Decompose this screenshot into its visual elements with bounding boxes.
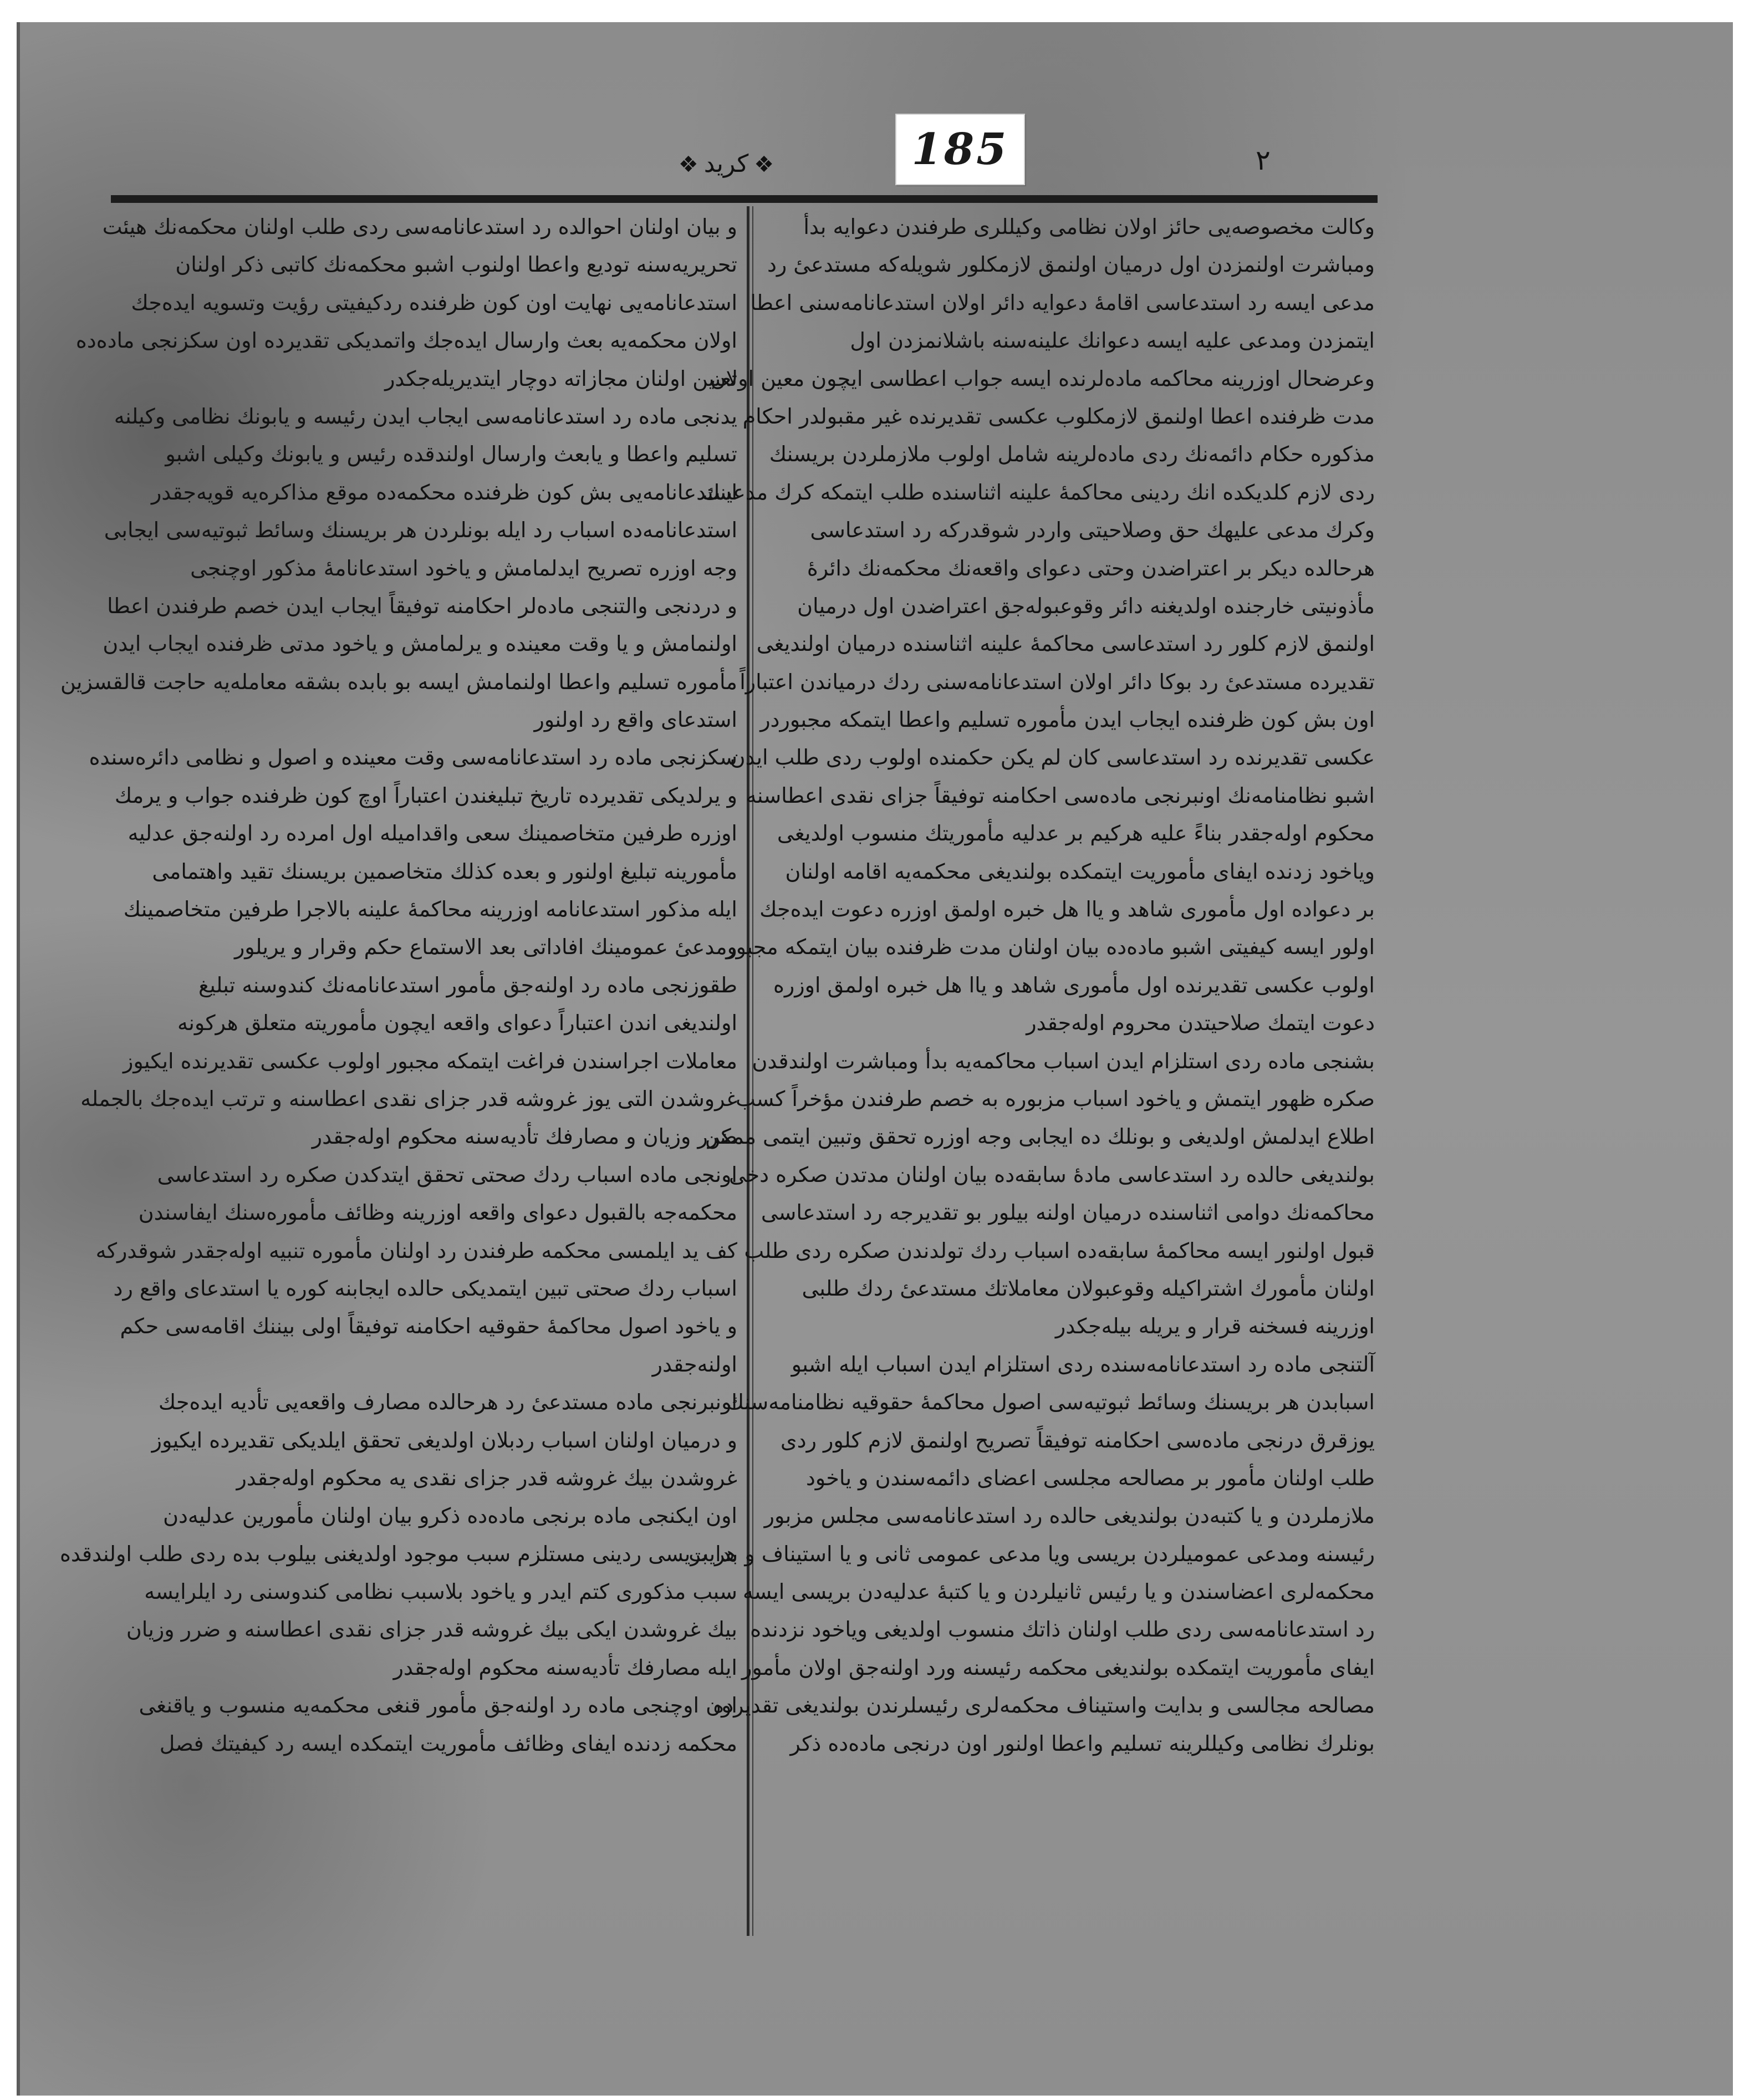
text-line: و ياخود اصول محاكمهٔ حقوقيه احكامنه توفيقاً اولى بيننك اقامه‌سى حكم bbox=[120, 1314, 737, 1339]
text-line: اونجى ماده اسباب ردك صحتى تحقق ايتدكدن صكره رد استدعاسى bbox=[157, 1162, 737, 1187]
text-line: بونلرك نظامى وكيللرينه تسليم واعطا اولنور اون درنجى ماده‌ده ذكر bbox=[790, 1731, 1375, 1756]
header-rule bbox=[111, 195, 1378, 203]
text-line: اسبابدن هر بريسنك وسائط ثبوتيه‌سى اصول محاكمهٔ حقوقيه نظامنامه‌سنك bbox=[726, 1390, 1375, 1415]
text-line: عكسى تقديرنده رد استدعاسى كان لم يكن حكمنده اولوب ردى طلب ايدن bbox=[730, 745, 1375, 770]
text-line: وكالت مخصوصه‌يى حائز اولان نظامى وكيللرى طرفندن دعوايه بدأ bbox=[803, 215, 1375, 239]
text-line: استدعانامه‌ده اسباب رد ايله بونلردن هر بريسنك وسائط ثبوتيه‌سى ايجابى bbox=[104, 518, 737, 543]
text-line: اسباب ردك صحتى تبين ايتمديكى حالده ايجابنه كوره يا استدعاى واقع رد bbox=[113, 1276, 737, 1301]
text-line: وياخود زدنده ايفاى مأموريت ايتمكده بولنديغى محكمه‌يه اقامه اولنان bbox=[785, 859, 1375, 884]
text-line: اولنان مأمورك اشتراكيله وقوعبولان معاملاتك مستدعىٔ ردك طلبى bbox=[802, 1276, 1375, 1301]
text-line: يوزقرق درنجى ماده‌سى احكامنه توفيقاً تصريح اولنمق لازم كلور ردى bbox=[780, 1428, 1375, 1452]
text-line: اون ايكنجى ماده برنجى ماده‌ده ذكرو بيان اولنان مأمورين عدليه‌دن bbox=[163, 1503, 737, 1528]
text-column-left bbox=[59, 208, 737, 1762]
text-line: رئيسنه ومدعى عموميلردن بريسى ويا مدعى عمومى ثانى و يا استيناف و بدايت bbox=[689, 1541, 1375, 1566]
text-line: اطلاع ايدلمش اولديغى و بونلك ده ايجابى وجه اوزره تحقق وتبين ايتمى ممكن bbox=[705, 1124, 1375, 1149]
text-line: ردى لازم كلديكده انك ردينى محاكمهٔ علينه اثناسنده طلب ايتمكه كرك مدعينك bbox=[702, 480, 1375, 504]
text-line: مأذونيتى خارجنده اولديغنه دائر وقوعبوله‌جق اعتراضدن اول درميان bbox=[797, 593, 1375, 618]
masthead-title: كريد bbox=[703, 150, 749, 178]
text-line: و يرلديكى تقديرده تاريخ تبليغندن اعتباراً اوچ كون ظرفنده جواب و يرمك bbox=[114, 783, 737, 808]
text-line: رد استدعانامه‌سى ردى طلب اولنان ذاتك منسوب اولديغى وياخود نزدنده bbox=[750, 1617, 1375, 1642]
text-line: محكمه‌لرى اعضاسندن و يا رئيس ثانيلردن و يا كتبهٔ عدليه‌دن بريسى ايسه bbox=[742, 1579, 1375, 1604]
text-line: تقديرده مستدعىٔ رد بوكا دائر اولان استدعانامه‌سنى ردك درمياندن اعتباراً bbox=[740, 669, 1375, 694]
text-line: وكرك مدعى عليهك حق وصلاحيتى واردر شوقدركه رد استدعاسى bbox=[810, 518, 1375, 543]
text-line: تحريريه‌سنه توديع واعطا اولنوب اشبو محكمه‌نك كاتبى ذكر اولنان bbox=[175, 252, 737, 277]
text-line: طلب اولنان مأمور بر مصالحه مجلسى اعضاى دائمه‌سندن و ياخود bbox=[805, 1465, 1375, 1490]
archive-number: 185 bbox=[911, 124, 1009, 175]
text-line: محكوم اوله‌جقدر بناءً عليه هركيم بر عدليه مأموريتك منسوب اولديغى bbox=[777, 821, 1375, 846]
text-line: ايفاى مأموريت ايتمكده بولنديغى محكمه رئيسنه ورد اولنه‌جق اولان مأمور bbox=[742, 1655, 1375, 1680]
text-line: محاكمه‌نك دوامى اثناسنده درميان اولنه بيلور بو تقديرجه رد استدعاسى bbox=[761, 1200, 1375, 1225]
text-line: ايتمزدن ومدعى عليه ايسه دعوانك علينه‌سنه باشلانمزدن اول bbox=[850, 328, 1375, 353]
text-line: و دردنجى والتنجى ماده‌لر احكامنه توفيقاً ايجاب ايدن خصم طرفندن اعطا bbox=[107, 593, 737, 618]
text-line: مصالحه مجالسى و بدايت واستيناف محكمه‌لرى رئيسلرندن بولنديغى تقديرده bbox=[713, 1693, 1375, 1718]
text-line: وعرضحال اوزرينه محاكمه ماده‌لرنده ايسه جواب اعطاسى ايچون معين اولان bbox=[710, 366, 1375, 391]
text-line: مذكوره حكام دائمه‌نك ردى ماده‌لرينه شامل اولوب ملازملردن بريسنك bbox=[769, 442, 1375, 467]
text-line: هر بريسى ردينى مستلزم سبب موجود اولديغنى بيلوب بده ردى طلب اولندقده bbox=[59, 1541, 737, 1566]
text-line: اولنمامش و يا وقت معينده‌ و يرلمامش و ياخود مدتى ظرفنده ايجاب ايدن bbox=[103, 631, 737, 656]
text-line: آلتنجى ماده رد استدعانامه‌سنده ردى استلزام ايدن اسباب ايله اشبو bbox=[791, 1352, 1375, 1377]
text-line: اولور ايسه كيفيتى اشبو ماده‌ده بيان اولنان مدت ظرفنده بيان ايتمكه مجبور bbox=[726, 935, 1375, 960]
text-line: تسليم واعطا و يابعث وارسال اولندقده رئيس و يابونك وكيلى اشبو bbox=[165, 442, 737, 467]
text-line: اوزرينه فسخنه قرار و يريله بيله‌جكدر bbox=[1055, 1314, 1375, 1339]
text-line: دعوت ايتمك صلاحيتدن محروم اوله‌جقدر bbox=[1026, 1011, 1375, 1036]
text-line: مدعى ايسه رد استدعاسى اقامهٔ دعوايه دائر اولان استدعانامه‌سنى اعطا bbox=[750, 290, 1375, 315]
text-line: بر دعواده اول مأمورى شاهد و ياا هل خبره اولمق اوزره دعوت ايده‌جك bbox=[759, 897, 1375, 922]
text-line: غروشدن بيك غروشه قدر جزاى نقدى يه محكوم اوله‌جقدر bbox=[236, 1465, 737, 1490]
text-line: اشبو نظامنامه‌نك اونبرنجى ماده‌سى احكامنه توفيقاً جزاى نقدى اعطاسنه bbox=[746, 783, 1375, 808]
text-line: مدت ظرفنده اعطا اولنمق لازمكلوب عكسى تقديرنده غير مقبولدر احكام bbox=[742, 404, 1375, 429]
text-line: استدعانامه‌يى بش كون ظرفنده محكمه‌ده موقع مذاكره‌يه قويه‌جقدر bbox=[151, 480, 737, 504]
text-line: اولنمق لازم كلور رد استدعاسى محاكمهٔ علينه اثناسنده درميان اولنديغى bbox=[756, 631, 1375, 656]
text-line: تعيين اولنان مجازاته دوچار ايتديريله‌جكدر bbox=[385, 366, 737, 391]
text-line: اون اوچنجى ماده رد اولنه‌جق مأمور قنغى محكمه‌يه منسوب و ياقنغى bbox=[139, 1693, 737, 1718]
text-line: اولوب عكسى تقديرنده اول مأمورى شاهد و ياا هل خبره اولمق اوزره bbox=[773, 972, 1375, 997]
text-line: ضرر وزيان و مصارفك تأديه‌سنه محكوم اوله‌جقدر bbox=[312, 1124, 737, 1149]
text-line: اولنديغى اندن اعتباراً دعواى واقعه ايچون مأموريته متعلق هركونه bbox=[177, 1011, 737, 1036]
text-line: محكمه زدنده ايفاى وظائف مأموريت ايتمكده ايسه رد كيفيتك فصل bbox=[159, 1731, 737, 1756]
ornament-right-icon: ❖ bbox=[678, 152, 698, 177]
text-line: بولنديغى حالده رد استدعاسى مادهٔ سابقه‌ده بيان اولنان مدتدن صكره دخى bbox=[728, 1162, 1375, 1187]
text-line: ملازملردن و يا كتبه‌دن بولنديغى حالده رد استدعانامه‌سى مجلس مزبور bbox=[764, 1503, 1375, 1528]
text-line: اولنه‌جقدر bbox=[652, 1352, 737, 1377]
archive-number-label bbox=[895, 114, 1025, 185]
text-line: اونبرنجى ماده مستدعىٔ رد هرحالده مصارف واقعه‌يى تأديه ايده‌جك bbox=[158, 1390, 737, 1415]
text-line: كف يد ايلمسى محكمه طرفندن رد اولنان مأموره تنبيه اوله‌جقدر شوقدركه bbox=[95, 1238, 737, 1263]
text-line: ايله مذكور استدعانامه اوزرينه محاكمهٔ علينه بالاجرا طرفين متخاصمينك bbox=[123, 897, 737, 922]
text-line: سكزنجى ماده رد استدعانامه‌سى وقت معينده و اصول و نظامى دائره‌سنده bbox=[89, 745, 737, 770]
text-line: وجه اوزره تصريح ايدلمامش و ياخود استدعانامهٔ مذكور اوچنجى bbox=[190, 555, 737, 580]
text-line: ومدعىٔ عمومينك افاداتى بعد الاستماع حكم وقرار و يريلور bbox=[234, 935, 737, 960]
text-line: طقوزنجى ماده رد اولنه‌جق مأمور استدعانامه‌نك كندوسنه تبليغ bbox=[198, 972, 737, 997]
text-line: غروشدن التى يوز غروشه قدر جزاى نقدى اعطاسنه و ترتب ايده‌جك بالجمله bbox=[80, 1086, 737, 1111]
text-line: استدعاى واقع رد اولنور bbox=[534, 707, 737, 732]
text-line: صكره ظهور ايتمش و ياخود اسباب مزبوره به خصم طرفندن مؤخراً كسب bbox=[736, 1086, 1375, 1111]
text-line: اوزره طرفين متخاصمينك سعى واقداميله اول امرده رد اولنه‌جق عدليه bbox=[128, 821, 737, 846]
text-line: بيك غروشدن ايكى بيك غروشه قدر جزاى نقدى اعطاسنه و ضرر وزيان bbox=[126, 1617, 737, 1642]
text-line: و بيان اولنان احوالده رد استدعانامه‌سى ردى طلب اولنان محكمه‌نك هيئت bbox=[102, 215, 737, 239]
text-line: مأموره تسليم واعطا اولنمامش ايسه بو بابده بشقه معامله‌يه حاجت قالقسزين bbox=[60, 669, 737, 694]
text-line: معاملات اجراسندن فراغت ايتمكه مجبور اولوب عكسى تقديرنده ايكيوز bbox=[123, 1048, 737, 1073]
text-line: قبول اولنور ايسه محاكمهٔ سابقه‌ده اسباب ردك تولدندن صكره ردى طلب bbox=[744, 1238, 1375, 1263]
ornament-left-icon: ❖ bbox=[754, 152, 774, 177]
page-number: ٢ bbox=[1256, 144, 1271, 176]
text-line: اون بش كون ظرفنده ايجاب ايدن مأموره تسليم واعطا ايتمكه مجبوردر bbox=[760, 707, 1375, 732]
text-line: هرحالده ديكر بر اعتراضدن وحتى دعواى واقعه‌نك محكمه‌نك دائرهٔ bbox=[807, 555, 1375, 580]
torn-corner bbox=[1330, 0, 1739, 24]
text-line: سبب مذكورى كتم ايدر و ياخود بلاسبب نظامى كندوسنى رد ايلرايسه bbox=[144, 1579, 737, 1604]
masthead bbox=[654, 150, 798, 178]
text-line: ومباشرت اولنمزدن اول درميان اولنمق لازمكلور شويله‌كه مستدعىٔ رد bbox=[767, 252, 1375, 277]
text-line: بشنجى ماده ردى استلزام ايدن اسباب محاكمه‌يه بدأ ومباشرت اولندقدن bbox=[752, 1048, 1375, 1073]
text-line: مأمورينه تبليغ اولنور و بعده كذلك متخاصمين بريسنك تقيد واهتمامى bbox=[152, 859, 737, 884]
text-line: استدعانامه‌يى نهايت اون كون ظرفنده ردكيفيتى رؤيت وتسويه ايده‌جك bbox=[131, 290, 737, 315]
text-line: ايله مصارفك تأديه‌سنه محكوم اوله‌جقدر bbox=[393, 1655, 737, 1680]
text-line: اولان محكمه‌يه بعث وارسال ايده‌جك واتمديكى تقديرده اون سكزنجى ماده‌ده bbox=[75, 328, 737, 353]
text-line: و درميان اولنان اسباب ردبلان اولديغى تحقق ايلديكى تقديرده ايكيوز bbox=[151, 1428, 737, 1452]
text-line: محكمه‌جه بالقبول دعواى واقعه اوزرينه وظائف مأموره‌سنك ايفاسندن bbox=[138, 1200, 737, 1225]
text-line: يدنجى ماده رد استدعانامه‌سى ايجاب ايدن رئيسه و يابونك نظامى وكيلنه bbox=[114, 404, 737, 429]
